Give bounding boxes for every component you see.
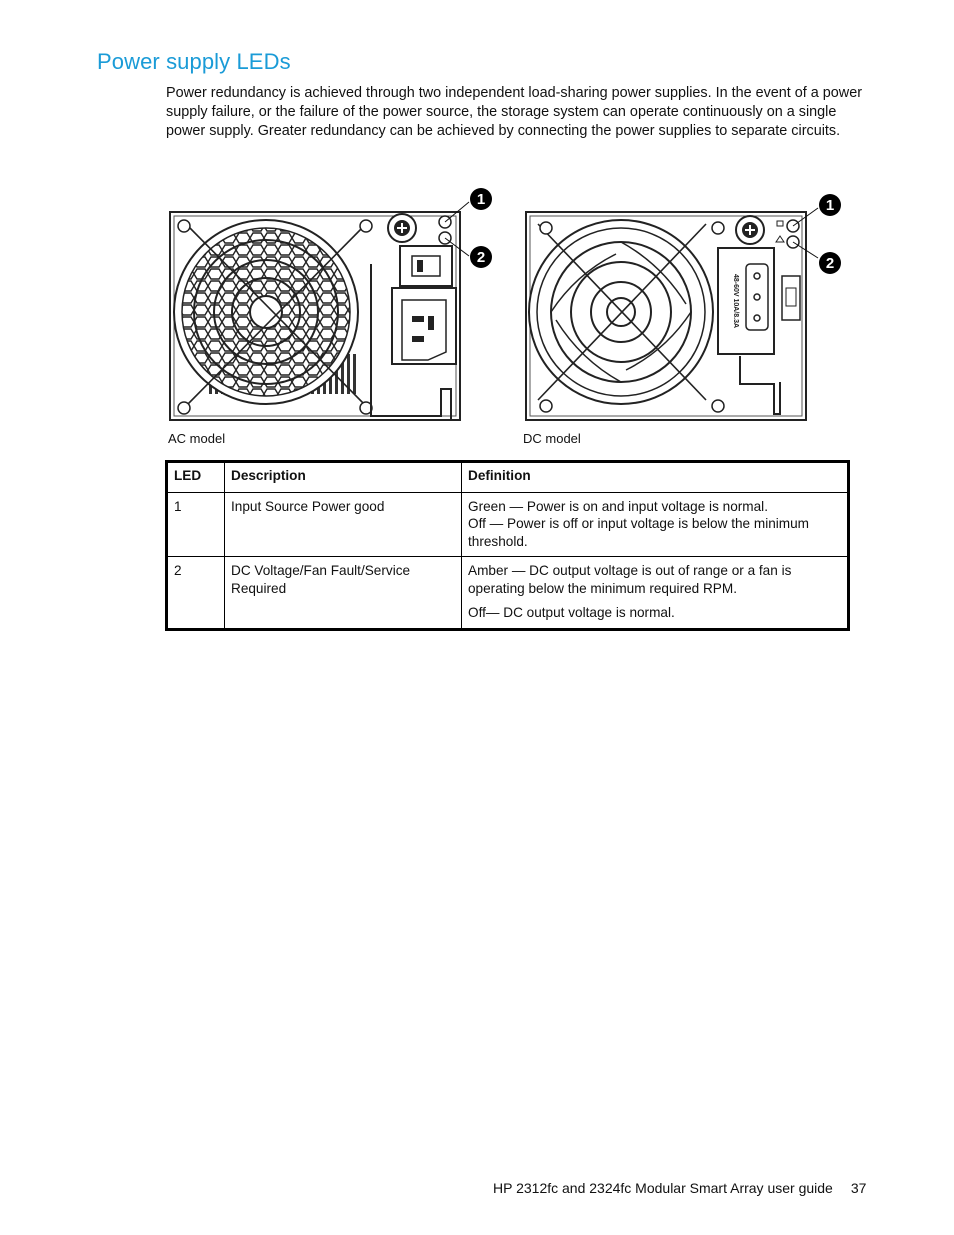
page-number: 37 [850,1180,867,1196]
definition-line: Green — Power is on and input voltage is normal. [468,498,768,514]
page-footer [493,1180,866,1196]
callout-number: 1 [825,197,835,214]
definition-line: Off — Power is off or input voltage is below the minimum threshold. [468,516,809,549]
power-supply-figure [166,184,866,454]
cell-description: DC Voltage/Fan Fault/Service Required [225,557,462,630]
dc-power-supply-drawing [526,212,806,420]
dc-model-caption: DC model [523,431,581,446]
definition-line: Amber — DC output voltage is out of range or a fan is operating below the minimum required RPM. [468,563,792,596]
definition-line: Off— DC output voltage is normal. [468,605,675,620]
cell-led: 1 [167,492,225,557]
intro-paragraph: Power redundancy is achieved through two independent load-sharing power supplies. In the event of a power supply failure, or the failure of the power source, the storage system can operate continuously on a single power supply. Greater redundancy can be achieved by connecting the power supplies to separate circuits. [166,85,862,139]
callout-2-dc [819,252,841,274]
cell-definition [462,557,849,630]
callout-2-ac [470,246,492,268]
cell-definition [462,492,849,557]
callout-number: 2 [825,255,835,272]
header-led: LED [167,462,225,493]
dc-rating-label: 48-60V 10A/8.3A [732,273,739,329]
callout-1-ac [470,188,492,210]
header-definition: Definition [462,462,849,493]
footer-title: HP 2312fc and 2324fc Modular Smart Array user guide [493,1180,833,1196]
callout-number: 2 [476,249,486,266]
cell-led: 2 [167,557,225,630]
table-row [167,492,849,557]
ac-power-supply-drawing [170,212,460,420]
led-definition-table [165,460,850,631]
callout-number: 1 [476,191,486,208]
table-row [167,557,849,630]
cell-description: Input Source Power good [225,492,462,557]
table-header-row [167,462,849,493]
callout-1-dc [819,194,841,216]
section-heading: Power supply LEDs [97,49,291,74]
header-description: Description [225,462,462,493]
ac-model-caption: AC model [168,431,226,446]
